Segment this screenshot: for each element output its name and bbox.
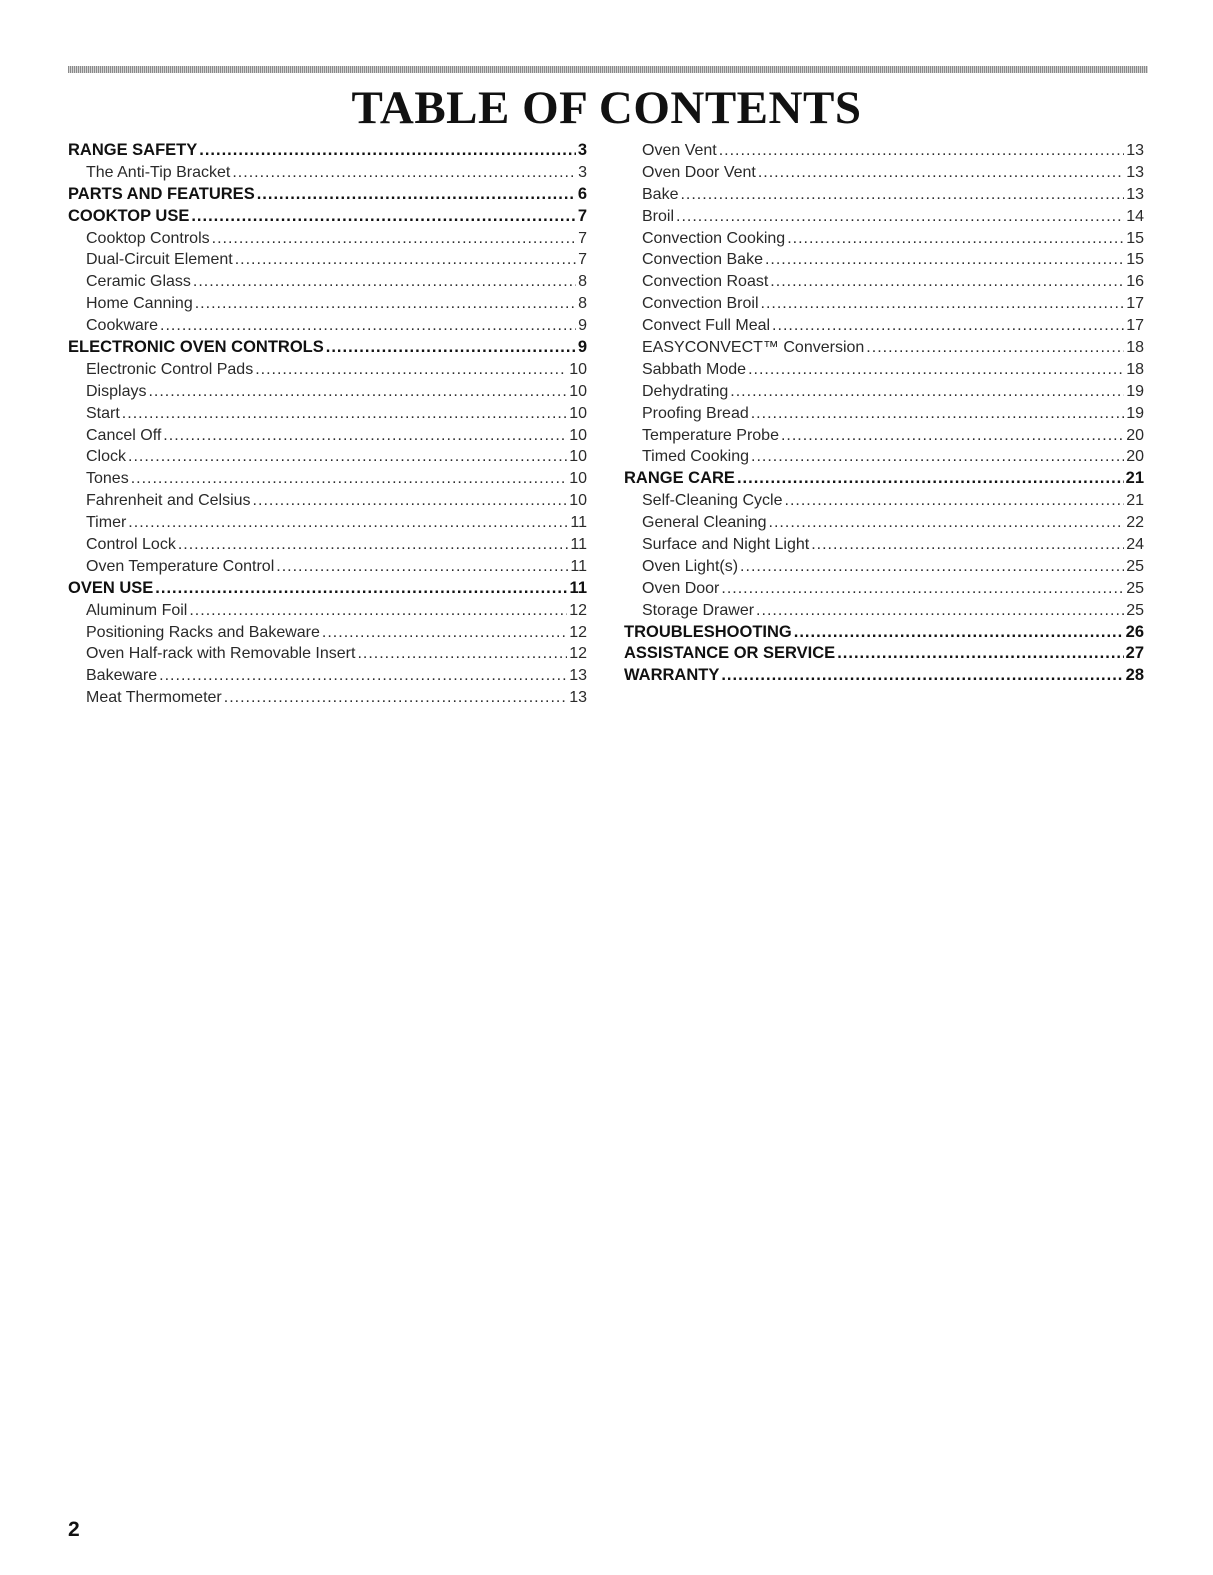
toc-entry-page: 10 bbox=[569, 470, 587, 488]
toc-entry-ceramic-glass[interactable] bbox=[68, 271, 587, 293]
toc-entry-label: Convection Broil bbox=[642, 295, 759, 313]
header-rule bbox=[68, 66, 1148, 73]
toc-entry-label: RANGE CARE bbox=[624, 469, 735, 488]
toc-entry-page: 18 bbox=[1126, 339, 1144, 357]
toc-entry-easyconvect-conversion[interactable] bbox=[624, 337, 1144, 359]
dot-leader bbox=[357, 643, 567, 665]
toc-entry-control-lock[interactable] bbox=[68, 534, 587, 556]
toc-entry-label: Broil bbox=[642, 207, 675, 225]
dot-leader bbox=[155, 578, 567, 600]
toc-entry-page: 12 bbox=[569, 645, 587, 663]
dot-leader bbox=[189, 600, 567, 622]
toc-entry-page: 13 bbox=[569, 689, 587, 707]
toc-entry-timed-cooking[interactable] bbox=[624, 446, 1144, 468]
toc-entry-page: 24 bbox=[1126, 536, 1144, 554]
dot-leader bbox=[131, 468, 568, 490]
dot-leader bbox=[866, 337, 1124, 359]
toc-entry-page: 11 bbox=[570, 536, 587, 554]
dot-leader bbox=[199, 140, 576, 162]
toc-entry-label: Timer bbox=[86, 514, 127, 532]
toc-entry-page: 10 bbox=[569, 404, 587, 422]
toc-entry-page: 21 bbox=[1125, 469, 1144, 488]
toc-entry-label: Bakeware bbox=[86, 667, 158, 685]
toc-entry-label: Self-Cleaning Cycle bbox=[642, 492, 783, 510]
toc-entry-dehydrating[interactable] bbox=[624, 381, 1144, 403]
toc-entry-label: Cooktop Controls bbox=[86, 229, 210, 247]
toc-entry-page: 13 bbox=[1126, 185, 1144, 203]
toc-entry-page: 7 bbox=[578, 229, 587, 247]
toc-entry-page: 27 bbox=[1125, 644, 1144, 663]
dot-leader bbox=[255, 359, 567, 381]
toc-entry-clock[interactable] bbox=[68, 446, 587, 468]
toc-entry-page: 22 bbox=[1126, 514, 1144, 532]
toc-entry-oven-light-s[interactable] bbox=[624, 556, 1144, 578]
toc-entry-label: Oven Temperature Control bbox=[86, 557, 275, 575]
toc-entry-label: Convect Full Meal bbox=[642, 317, 771, 335]
toc-entry-label: ASSISTANCE OR SERVICE bbox=[624, 644, 836, 663]
dot-leader bbox=[148, 381, 567, 403]
toc-entry-label: PARTS AND FEATURES bbox=[68, 184, 255, 203]
toc-entry-page: 11 bbox=[570, 514, 587, 532]
toc-entry-label: EASYCONVECT™ Conversion bbox=[642, 339, 865, 357]
page-number: 2 bbox=[68, 1518, 80, 1541]
toc-entry-cookware[interactable] bbox=[68, 315, 587, 337]
toc-entry-bakeware[interactable] bbox=[68, 665, 587, 687]
dot-leader bbox=[769, 512, 1125, 534]
dot-leader bbox=[794, 622, 1124, 644]
toc-entry-label: Oven Vent bbox=[642, 142, 717, 159]
toc-entry-aluminum-foil[interactable] bbox=[68, 600, 587, 622]
dot-leader bbox=[737, 468, 1124, 490]
toc-entry-label: Oven Door Vent bbox=[642, 163, 756, 181]
dot-leader bbox=[322, 622, 567, 644]
toc-entry-label: Convection Cooking bbox=[642, 229, 786, 247]
toc-entry-label: TROUBLESHOOTING bbox=[624, 622, 792, 641]
dot-leader bbox=[756, 600, 1124, 622]
toc-entry-page: 8 bbox=[578, 273, 587, 291]
toc-entry-page: 10 bbox=[569, 360, 587, 378]
toc-entry-page: 17 bbox=[1126, 295, 1144, 313]
toc-entry-label: Storage Drawer bbox=[642, 601, 755, 619]
toc-entry-meat-thermometer[interactable] bbox=[68, 687, 587, 709]
toc-entry-label: Aluminum Foil bbox=[86, 601, 188, 619]
toc-right-column bbox=[624, 140, 1144, 687]
dot-leader bbox=[751, 446, 1124, 468]
toc-entry-page: 12 bbox=[569, 601, 587, 619]
dot-leader bbox=[257, 184, 576, 206]
toc-entry-label: Cookware bbox=[86, 317, 159, 335]
toc-entry-electronic-oven-controls[interactable] bbox=[68, 337, 587, 359]
toc-entry-fahrenheit-and-celsius[interactable] bbox=[68, 490, 587, 512]
toc-entry-electronic-control-pads[interactable] bbox=[68, 359, 587, 381]
toc-entry-oven-vent[interactable] bbox=[624, 140, 1144, 162]
toc-entry-label: Temperature Probe bbox=[642, 426, 779, 444]
toc-entry-the-anti-tip-bracket[interactable] bbox=[68, 162, 587, 184]
dot-leader bbox=[785, 490, 1125, 512]
toc-entry-label: Convection Bake bbox=[642, 251, 763, 269]
toc-entry-oven-door-vent[interactable] bbox=[624, 162, 1144, 184]
dot-leader bbox=[163, 425, 567, 447]
toc-entry-label: Convection Roast bbox=[642, 273, 769, 291]
dot-leader bbox=[191, 206, 575, 228]
dot-leader bbox=[676, 206, 1124, 228]
toc-entry-broil[interactable] bbox=[624, 206, 1144, 228]
toc-entry-label: Proofing Bread bbox=[642, 404, 749, 422]
toc-entry-label: Cancel Off bbox=[86, 426, 162, 444]
dot-leader bbox=[751, 403, 1124, 425]
toc-entry-page: 9 bbox=[577, 338, 587, 357]
toc-entry-label: Home Canning bbox=[86, 295, 193, 313]
toc-entry-general-cleaning[interactable] bbox=[624, 512, 1144, 534]
toc-entry-tones[interactable] bbox=[68, 468, 587, 490]
dot-leader bbox=[224, 687, 567, 709]
toc-entry-page: 10 bbox=[569, 448, 587, 466]
toc-entry-page: 8 bbox=[578, 295, 587, 313]
dot-leader bbox=[276, 556, 568, 578]
toc-entry-page: 9 bbox=[578, 317, 587, 335]
dot-leader bbox=[721, 665, 1123, 687]
dot-leader bbox=[748, 359, 1124, 381]
page-title: TABLE OF CONTENTS bbox=[351, 82, 862, 134]
dot-leader bbox=[195, 293, 576, 315]
toc-entry-page: 17 bbox=[1126, 317, 1144, 335]
toc-entry-temperature-probe[interactable] bbox=[624, 425, 1144, 447]
toc-entry-label: Dual-Circuit Element bbox=[86, 251, 233, 269]
toc-entry-assistance-or-service[interactable] bbox=[624, 643, 1144, 665]
toc-entry-page: 3 bbox=[577, 141, 587, 159]
dot-leader bbox=[730, 381, 1124, 403]
toc-entry-range-care[interactable] bbox=[624, 468, 1144, 490]
toc-entry-page: 20 bbox=[1126, 426, 1144, 444]
toc-entry-label: Tones bbox=[86, 470, 129, 488]
toc-entry-page: 25 bbox=[1126, 579, 1144, 597]
toc-entry-label: RANGE SAFETY bbox=[68, 141, 198, 159]
toc-entry-page: 20 bbox=[1126, 448, 1144, 466]
toc-entry-label: Oven Half-rack with Removable Insert bbox=[86, 645, 356, 663]
toc-entry-page: 15 bbox=[1126, 229, 1144, 247]
toc-entry-label: WARRANTY bbox=[624, 666, 720, 685]
dot-leader bbox=[253, 490, 568, 512]
toc-entry-bake[interactable] bbox=[624, 184, 1144, 206]
toc-entry-oven-door[interactable] bbox=[624, 578, 1144, 600]
toc-entry-page: 12 bbox=[569, 623, 587, 641]
toc-entry-page: 21 bbox=[1126, 492, 1144, 510]
toc-entry-label: OVEN USE bbox=[68, 578, 154, 597]
toc-entry-label: Surface and Night Light bbox=[642, 536, 810, 554]
dot-leader bbox=[160, 315, 576, 337]
toc-entry-dual-circuit-element[interactable] bbox=[68, 249, 587, 271]
toc-entry-label: Positioning Racks and Bakeware bbox=[86, 623, 320, 641]
toc-entry-oven-use[interactable] bbox=[68, 578, 587, 600]
toc-entry-surface-and-night-light[interactable] bbox=[624, 534, 1144, 556]
toc-entry-cooktop-use[interactable] bbox=[68, 206, 587, 228]
dot-leader bbox=[758, 162, 1124, 184]
toc-entry-page: 14 bbox=[1126, 207, 1144, 225]
toc-entry-page: 18 bbox=[1126, 360, 1144, 378]
dot-leader bbox=[680, 184, 1124, 206]
toc-entry-page: 6 bbox=[577, 184, 587, 203]
dot-leader bbox=[772, 315, 1124, 337]
dot-leader bbox=[128, 446, 567, 468]
toc-entry-page: 11 bbox=[569, 578, 587, 597]
dot-leader bbox=[232, 162, 576, 184]
toc-entry-label: Clock bbox=[86, 448, 127, 466]
toc-entry-label: Start bbox=[86, 404, 120, 422]
toc-entry-sabbath-mode[interactable] bbox=[624, 359, 1144, 381]
toc-entry-label: COOKTOP USE bbox=[68, 206, 190, 225]
toc-entry-page: 7 bbox=[578, 251, 587, 269]
dot-leader bbox=[787, 228, 1124, 250]
toc-entry-convection-bake[interactable] bbox=[624, 249, 1144, 271]
toc-entry-cancel-off[interactable] bbox=[68, 425, 587, 447]
toc-entry-storage-drawer[interactable] bbox=[624, 600, 1144, 622]
dot-leader bbox=[193, 271, 576, 293]
dot-leader bbox=[128, 512, 568, 534]
toc-entry-page: 10 bbox=[569, 492, 587, 510]
toc-entry-page: 28 bbox=[1125, 666, 1144, 685]
toc-entry-convection-broil[interactable] bbox=[624, 293, 1144, 315]
toc-entry-home-canning[interactable] bbox=[68, 293, 587, 315]
toc-entry-label: Oven Light(s) bbox=[642, 557, 739, 575]
toc-entry-label: Bake bbox=[642, 185, 679, 203]
toc-entry-proofing-bread[interactable] bbox=[624, 403, 1144, 425]
toc-entry-label: General Cleaning bbox=[642, 514, 767, 532]
toc-entry-troubleshooting[interactable] bbox=[624, 622, 1144, 644]
toc-entry-page: 16 bbox=[1126, 273, 1144, 291]
toc-entry-page: 13 bbox=[1126, 163, 1144, 181]
toc-entry-page: 10 bbox=[569, 426, 587, 444]
dot-leader bbox=[212, 228, 576, 250]
toc-entry-cooktop-controls[interactable] bbox=[68, 228, 587, 250]
toc-entry-timer[interactable] bbox=[68, 512, 587, 534]
toc-entry-page: 10 bbox=[569, 382, 587, 400]
toc-entry-start[interactable] bbox=[68, 403, 587, 425]
toc-entry-label: Oven Door bbox=[642, 579, 720, 597]
toc-entry-convect-full-meal[interactable] bbox=[624, 315, 1144, 337]
toc-entry-displays[interactable] bbox=[68, 381, 587, 403]
dot-leader bbox=[326, 337, 576, 359]
toc-entry-page: 25 bbox=[1126, 557, 1144, 575]
toc-entry-label: Fahrenheit and Celsius bbox=[86, 492, 251, 510]
toc-entry-positioning-racks-and-bakeware[interactable] bbox=[68, 622, 587, 644]
toc-entry-label: Ceramic Glass bbox=[86, 273, 191, 291]
toc-entry-label: Electronic Control Pads bbox=[86, 360, 254, 378]
toc-entry-convection-cooking[interactable] bbox=[624, 228, 1144, 250]
toc-entry-convection-roast[interactable] bbox=[624, 271, 1144, 293]
toc-entry-page: 26 bbox=[1125, 622, 1144, 641]
dot-leader bbox=[159, 665, 567, 687]
dot-leader bbox=[811, 534, 1124, 556]
dot-leader bbox=[178, 534, 569, 556]
toc-entry-oven-temperature-control[interactable] bbox=[68, 556, 587, 578]
dot-leader bbox=[761, 293, 1125, 315]
dot-leader bbox=[740, 556, 1124, 578]
toc-entry-label: Meat Thermometer bbox=[86, 689, 222, 707]
dot-leader bbox=[122, 403, 567, 425]
toc-entry-page: 7 bbox=[577, 206, 587, 225]
toc-entry-self-cleaning-cycle[interactable] bbox=[624, 490, 1144, 512]
toc-entry-label: Dehydrating bbox=[642, 382, 729, 400]
toc-entry-warranty[interactable] bbox=[624, 665, 1144, 687]
toc-entry-parts-and-features[interactable] bbox=[68, 184, 587, 206]
toc-entry-range-safety[interactable] bbox=[68, 140, 587, 162]
toc-entry-page: 11 bbox=[570, 557, 587, 575]
toc-entry-label: Sabbath Mode bbox=[642, 360, 747, 378]
dot-leader bbox=[719, 140, 1124, 162]
toc-left-column bbox=[68, 140, 587, 709]
toc-entry-page: 19 bbox=[1126, 404, 1144, 422]
toc-entry-label: The Anti-Tip Bracket bbox=[86, 163, 231, 181]
dot-leader bbox=[765, 249, 1124, 271]
toc-entry-label: Displays bbox=[86, 382, 147, 400]
dot-leader bbox=[235, 249, 576, 271]
dot-leader bbox=[770, 271, 1124, 293]
toc-entry-page: 13 bbox=[569, 667, 587, 685]
toc-entry-page: 25 bbox=[1126, 601, 1144, 619]
toc-entry-page: 13 bbox=[1126, 142, 1144, 159]
toc-entry-page: 19 bbox=[1126, 382, 1144, 400]
toc-entry-page: 15 bbox=[1126, 251, 1144, 269]
toc-entry-label: Control Lock bbox=[86, 536, 176, 554]
toc-entry-page: 3 bbox=[578, 163, 587, 181]
dot-leader bbox=[721, 578, 1124, 600]
toc-entry-label: Timed Cooking bbox=[642, 448, 750, 466]
toc-entry-label: ELECTRONIC OVEN CONTROLS bbox=[68, 338, 324, 357]
dot-leader bbox=[837, 643, 1123, 665]
dot-leader bbox=[781, 425, 1124, 447]
toc-entry-oven-half-rack-with-removable-insert[interactable] bbox=[68, 643, 587, 665]
